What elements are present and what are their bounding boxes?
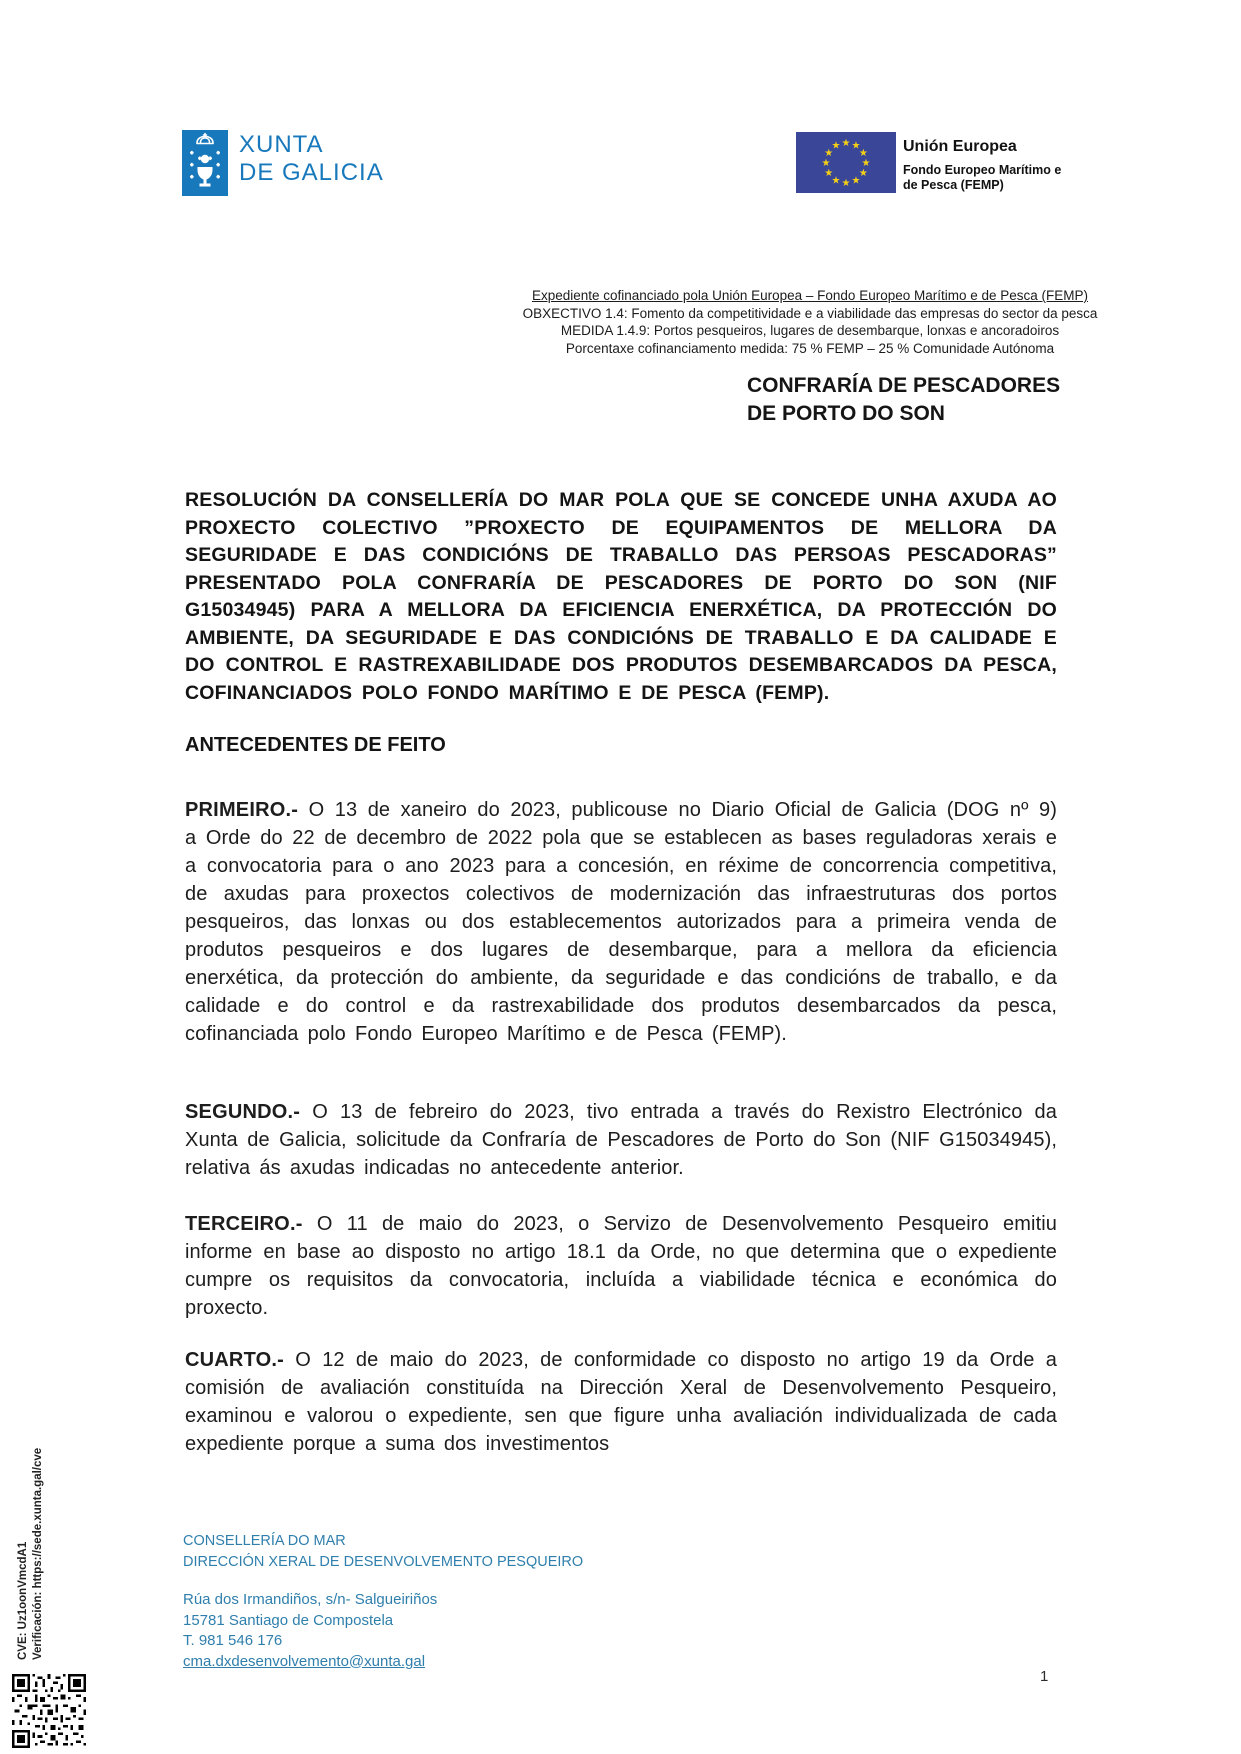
paragraph-primeiro-text: O 13 de xaneiro do 2023, publicouse no Diario Oficial de Galicia (DOG nº 9) a Orde do 22 de decembro de 2022 pola que se establecen as bases reguladoras xerais e a convocatoria para o ano 2023 para a concesión, en réxime de concorrencia competitiva, de axudas para proxectos colectivos de modernización das infraestruturas dos portos pesqueiros, das lonxas ou dos establecementos autorizados para a primeira venda de produtos pesqueiros e dos lugares de desembarque, para a mellora da eficiencia enerxética, da protección do ambiente, da seguridade e das condicións de traballo, e da calidade e do control e da rastrexabilidade dos produtos desembarcados da pesca, cofinanciada polo Fondo Europeo Marítimo e de Pesca (FEMP). bbox=[185, 799, 1057, 1045]
cve-code: CVE: Uz1oonVmcdA1 bbox=[17, 1541, 29, 1660]
resolution-title: RESOLUCIÓN DA CONSELLERÍA DO MAR POLA QUE SE CONCEDE UNHA AXUDA AO PROXECTO COLECTIVO ”PROXECTO DE EQUIPAMENTOS DE MELLORA DA SEGURIDADE E DAS CONDICIÓNS DE TRABALLO DAS PERSOAS PESCADORAS” PRESENTADO POLA CONFRARÍA DE PESCADORES DE PORTO DO SON (NIF G15034945) PARA A MELLORA DA EFICIENCIA ENERXÉTICA, DA PROTECCIÓN DO AMBIENTE, DA SEGURIDADE E DAS CONDICIÓNS DE TRABALLO E DA CALIDADE E DO CONTROL E RASTREXABILIDADE DOS PRODUTOS DESEMBARCADOS DA PESCA, COFINANCIADOS POLO FONDO MARÍTIMO E DE PESCA (FEMP). bbox=[185, 489, 1057, 704]
eu-flag-icon bbox=[796, 132, 896, 193]
paragraph-cuarto bbox=[185, 1346, 1057, 1458]
svg-text:★: ★ bbox=[861, 158, 871, 169]
svg-text:★: ★ bbox=[841, 178, 851, 189]
page-number: 1 bbox=[1040, 1668, 1049, 1685]
xunta-wordmark-line1: XUNTA bbox=[239, 131, 324, 158]
footer-phone: T. 981 546 176 bbox=[183, 1632, 283, 1649]
paragraph-terceiro-lead: TERCEIRO.- bbox=[185, 1213, 303, 1235]
svg-text:★: ★ bbox=[824, 148, 834, 159]
footer-conselleria: CONSELLERÍA DO MAR bbox=[183, 1533, 346, 1549]
footer-city: 15781 Santiago de Compostela bbox=[183, 1611, 394, 1629]
svg-text:★: ★ bbox=[821, 158, 831, 169]
paragraph-primeiro-lead: PRIMEIRO.- bbox=[185, 799, 299, 821]
section-heading-antecedentes: ANTECEDENTES DE FEITO bbox=[185, 734, 446, 756]
funding-info-block bbox=[420, 287, 1200, 357]
recipient-block bbox=[747, 372, 1060, 428]
xunta-galicia-wordmark bbox=[239, 131, 384, 187]
recipient-line1: CONFRARÍA DE PESCADORES bbox=[747, 374, 1061, 397]
paragraph-segundo-text: O 13 de febreiro do 2023, tivo entrada a través do Rexistro Electrónico da Xunta de Galicia, solicitude da Confraría de Pescadores de Porto do Son (NIF G15034945), relativa ás axudas indicadas no antecedente anterior. bbox=[185, 1101, 1057, 1179]
svg-text:★: ★ bbox=[858, 168, 868, 179]
funding-obxectivo-line: OBXECTIVO 1.4: Fomento da competitividade e a viabilidade das empresas do sector da pesca bbox=[522, 305, 1098, 321]
cve-verification-url: Verificación: https://sede.xunta.gal/cve bbox=[31, 1447, 44, 1660]
svg-text:★: ★ bbox=[851, 175, 861, 187]
svg-text:★: ★ bbox=[851, 140, 861, 152]
paragraph-segundo-lead: SEGUNDO.- bbox=[185, 1101, 301, 1123]
recipient-line2: DE PORTO DO SON bbox=[747, 402, 945, 425]
svg-text:★: ★ bbox=[831, 175, 841, 187]
footer-email-link[interactable]: cma.dxdesenvolvemento@xunta.gal bbox=[183, 1652, 426, 1670]
paragraph-terceiro-text: O 11 de maio do 2023, o Servizo de Desenvolvemento Pesqueiro emitiu informe en base ao disposto no artigo 18.1 da Orde, no que determina que o expediente cumpre os requisitos da convocatoria, incluída a viabilidade técnica e económica do proxecto. bbox=[185, 1213, 1057, 1319]
cve-verification-strip bbox=[16, 1448, 45, 1660]
paragraph-cuarto-lead: CUARTO.- bbox=[185, 1349, 285, 1371]
svg-text:★: ★ bbox=[841, 138, 851, 149]
funding-expediente-line: Expediente cofinanciado pola Unión Europea – Fondo Europeo Marítimo e de Pesca (FEMP) bbox=[531, 288, 1089, 303]
footer-organization bbox=[183, 1531, 583, 1572]
funding-porcentaxe-line: Porcentaxe cofinanciamento medida: 75 % FEMP – 25 % Comunidade Autónoma bbox=[565, 340, 1055, 356]
svg-text:★: ★ bbox=[824, 168, 834, 179]
eu-femp-label: Fondo Europeo Marítimo e de Pesca (FEMP) bbox=[903, 163, 1062, 192]
footer-street: Rúa dos Irmandiños, s/n- Salgueiriños bbox=[183, 1591, 438, 1608]
paragraph-primeiro bbox=[185, 796, 1057, 1048]
paragraph-terceiro bbox=[185, 1210, 1057, 1322]
qr-code-icon bbox=[12, 1674, 86, 1748]
xunta-galicia-emblem-icon bbox=[182, 130, 228, 196]
paragraph-cuarto-text: O 12 de maio do 2023, de conformidade co disposto no artigo 19 da Orde a comisión de avaliación constituída na Dirección Xeral de Desenvolvemento Pesqueiro, examinou e valorou o expediente, sen que figure unha avaliación individualizada de cada expediente porque a suma dos investimentos bbox=[185, 1349, 1057, 1455]
svg-text:★: ★ bbox=[858, 148, 868, 159]
svg-text:★: ★ bbox=[831, 140, 841, 152]
footer-direccion: DIRECCIÓN XERAL DE DESENVOLVEMENTO PESQUEIRO bbox=[183, 1553, 584, 1570]
paragraph-segundo bbox=[185, 1098, 1057, 1182]
footer-address bbox=[183, 1590, 437, 1672]
funding-medida-line: MEDIDA 1.4.9: Portos pesqueiros, lugares de desembarque, lonxas e ancoradoiros bbox=[560, 323, 1060, 339]
xunta-wordmark-line2: DE GALICIA bbox=[239, 159, 384, 186]
eu-union-europea-label: Unión Europea bbox=[903, 138, 1017, 155]
